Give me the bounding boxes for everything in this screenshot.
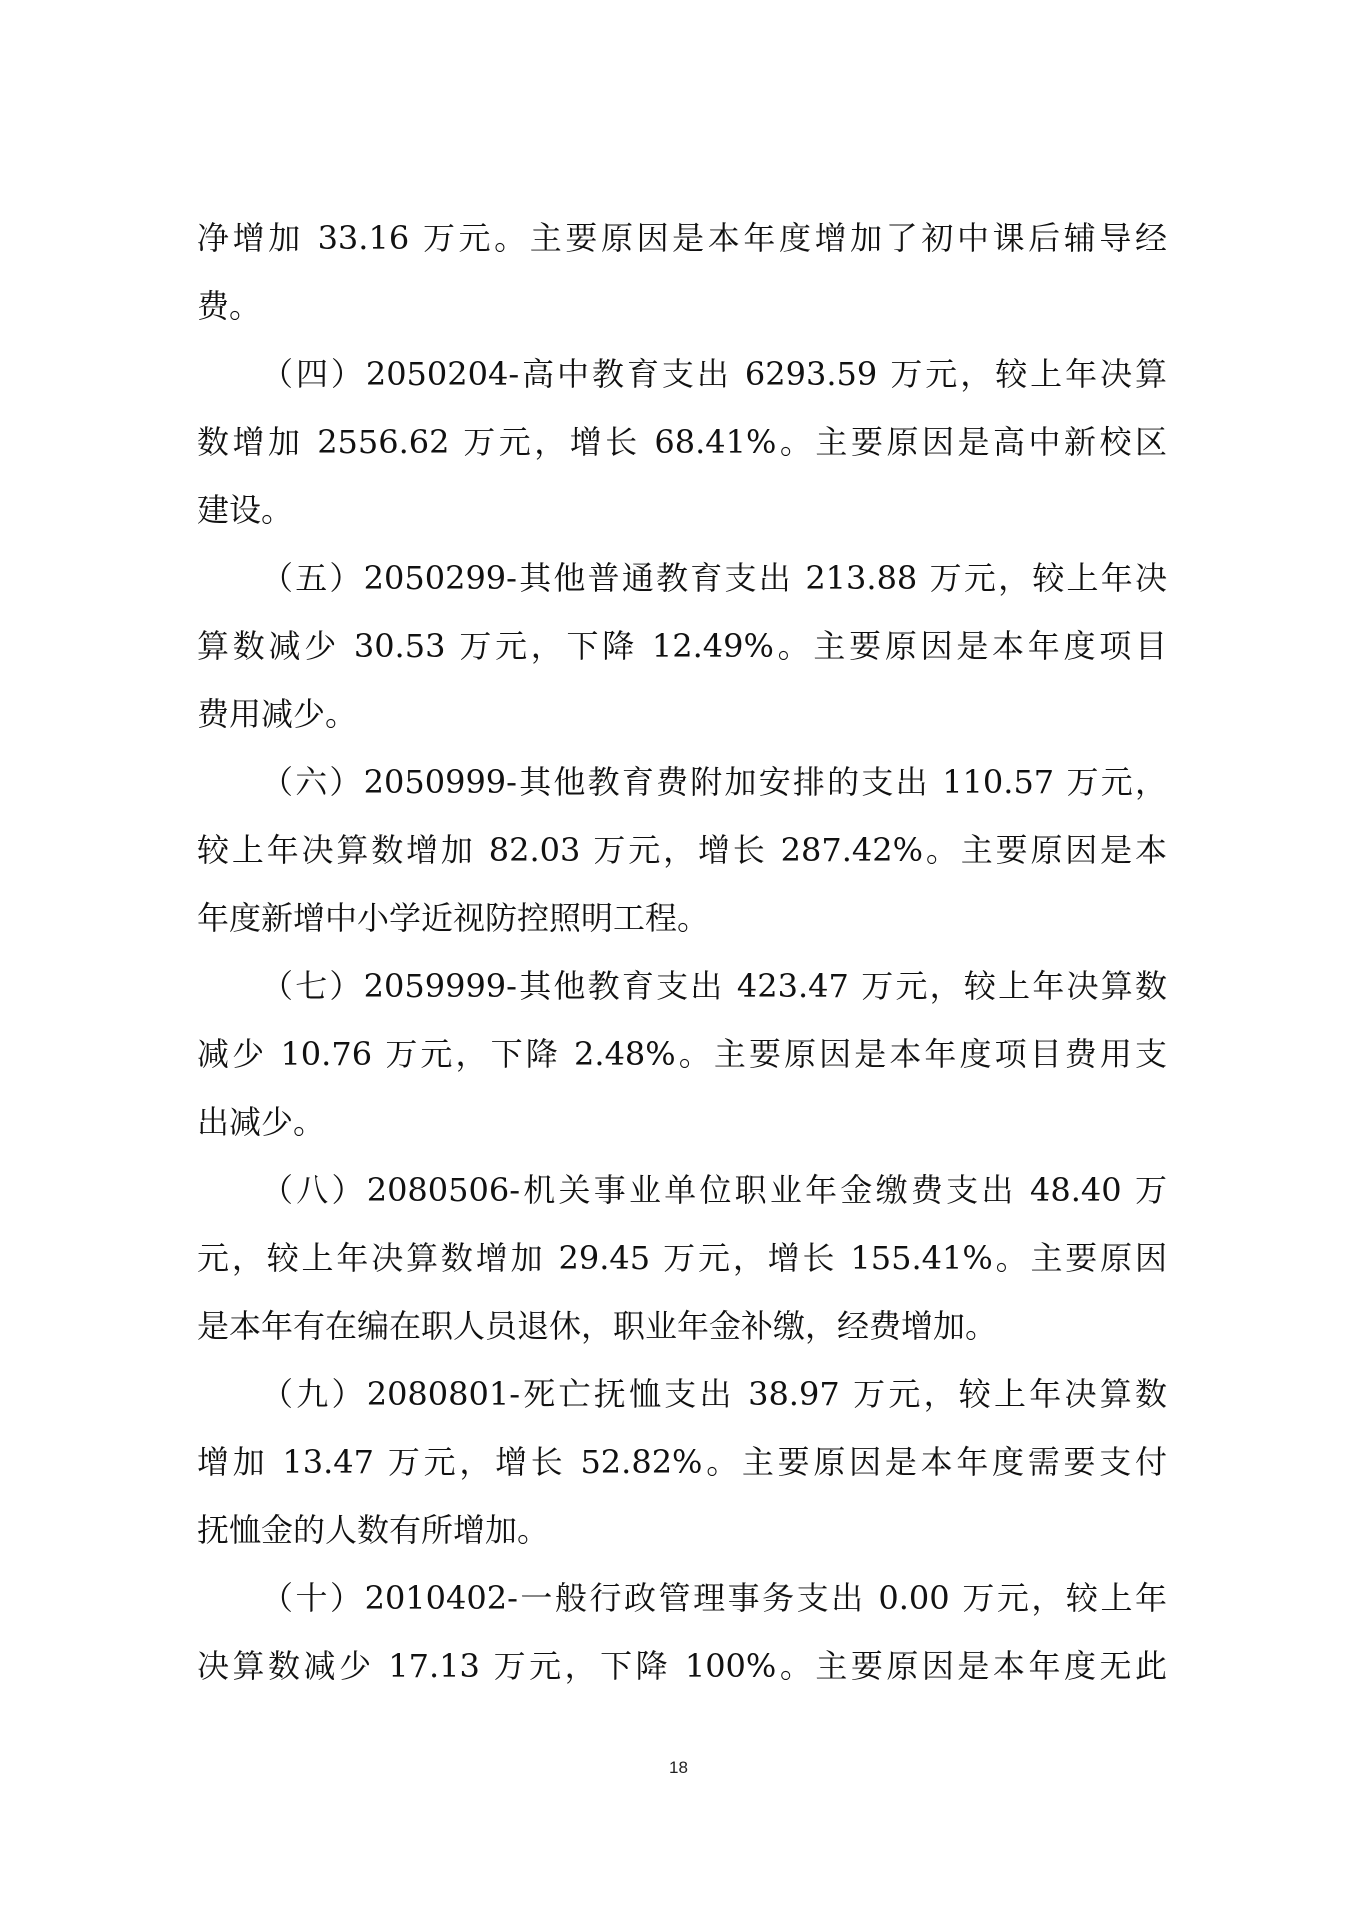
paragraph-first-line: （七）2059999-其他教育支出 423.47 万元，较上年决算数	[261, 967, 1167, 1005]
text-line: 较上年决算数增加 82.03 万元，增长 287.42%。主要原因是本	[197, 831, 1167, 869]
text-line: 元，较上年决算数增加 29.45 万元，增长 155.41%。主要原因	[197, 1239, 1167, 1277]
text-line: 出减少。	[197, 1103, 326, 1141]
text-line: 减少 10.76 万元，下降 2.48%。主要原因是本年度项目费用支	[197, 1035, 1167, 1073]
text-line: 年度新增中小学近视防控照明工程。	[197, 899, 710, 937]
page-number: 18	[669, 1758, 688, 1777]
text-line: 费用减少。	[197, 695, 358, 733]
paragraph-first-line: （八）2080506-机关事业单位职业年金缴费支出 48.40 万	[261, 1171, 1167, 1209]
paragraph-first-line: （六）2050999-其他教育费附加安排的支出 110.57 万元，	[261, 763, 1167, 801]
text-line: 算数减少 30.53 万元，下降 12.49%。主要原因是本年度项目	[197, 627, 1167, 665]
paragraph-first-line: （九）2080801-死亡抚恤支出 38.97 万元，较上年决算数	[261, 1375, 1167, 1413]
text-line: 抚恤金的人数有所增加。	[197, 1511, 550, 1549]
paragraph-first-line: （四）2050204-高中教育支出 6293.59 万元，较上年决算	[261, 355, 1167, 393]
document-body	[197, 204, 1167, 1700]
text-line: 增加 13.47 万元，增长 52.82%。主要原因是本年度需要支付	[197, 1443, 1167, 1481]
text-line: 费。	[197, 287, 262, 325]
paragraph-first-line: （五）2050299-其他普通教育支出 213.88 万元，较上年决	[261, 559, 1167, 597]
text-line: 数增加 2556.62 万元，增长 68.41%。主要原因是高中新校区	[197, 423, 1167, 461]
text-line: 决算数减少 17.13 万元，下降 100%。主要原因是本年度无此	[197, 1647, 1167, 1685]
text-line: 是本年有在编在职人员退休，职业年金补缴，经费增加。	[197, 1307, 998, 1345]
paragraph-first-line: （十）2010402-一般行政管理事务支出 0.00 万元，较上年	[261, 1579, 1167, 1617]
text-line: 建设。	[197, 491, 294, 529]
text-line: 净增加 33.16 万元。主要原因是本年度增加了初中课后辅导经	[197, 219, 1167, 257]
